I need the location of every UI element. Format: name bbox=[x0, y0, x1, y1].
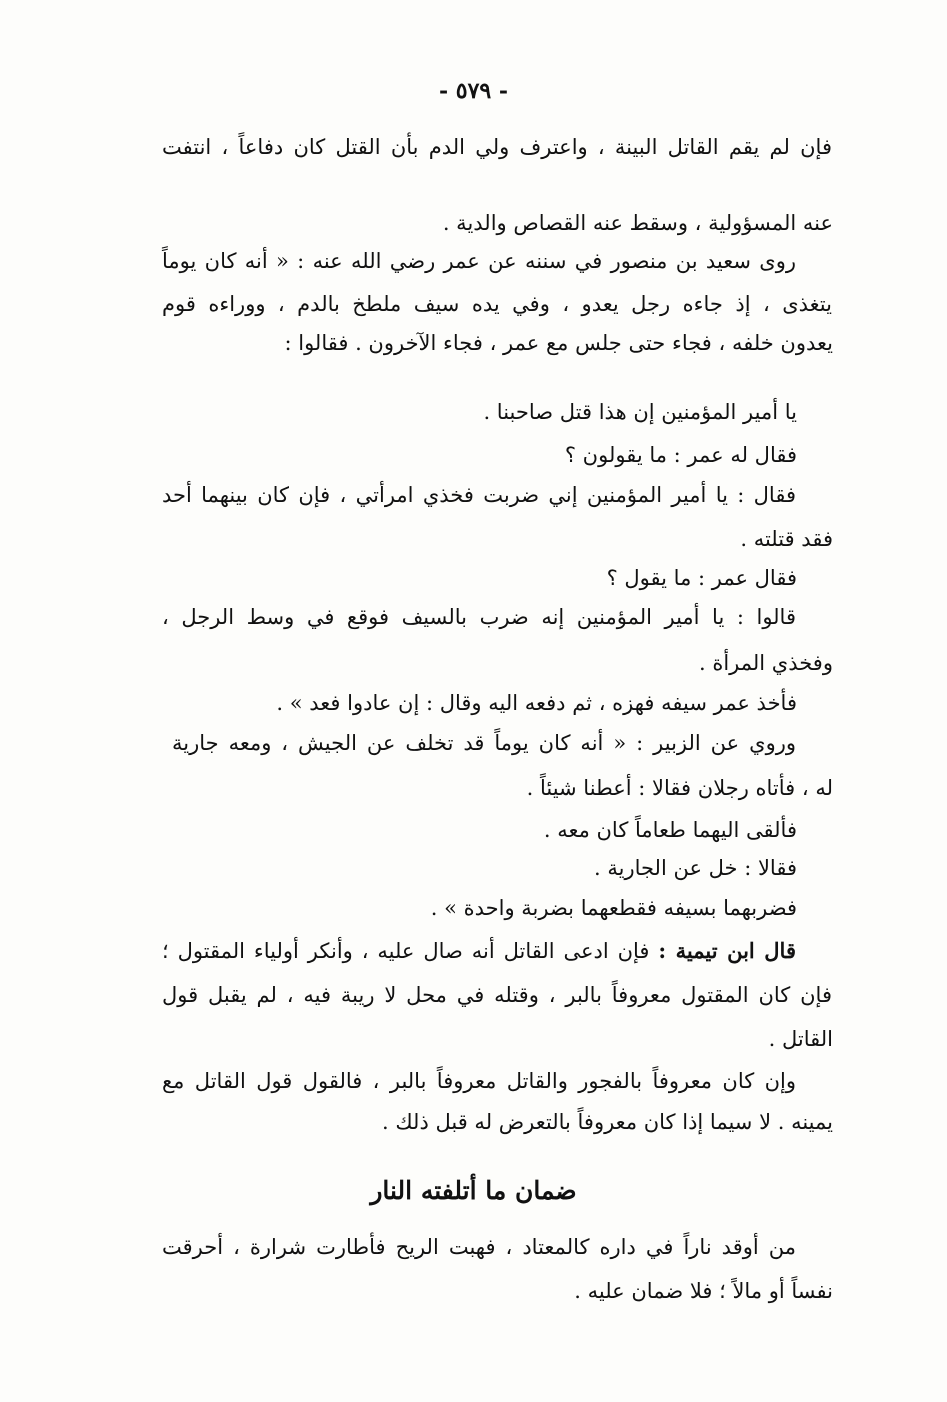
text-line: نفساً أو مالاً ؛ فلا ضمان عليه . bbox=[574, 1279, 833, 1303]
page-number: - ٥٧٩ - bbox=[438, 78, 509, 104]
text-line: من أوقد ناراً في داره كالمعتاد ، فهبت الريح فأطارت شرارة ، أحرقت bbox=[162, 1235, 796, 1259]
text-line: عنه المسؤولية ، وسقط عنه القصاص والدية . bbox=[442, 211, 833, 235]
text-line: فألقى اليهما طعاماً كان معه . bbox=[543, 818, 797, 842]
ibn-taymiyya-label: قال ابن تيمية : bbox=[658, 938, 796, 963]
text-line: وروي عن الزبير : « أنه كان يوماً قد تخلف عن الجيش ، ومعه جارية bbox=[172, 731, 796, 755]
text-line: له ، فأتاه رجلان فقالا : أعطنا شيئاً . bbox=[526, 776, 833, 800]
text-line: فقال : يا أمير المؤمنين إني ضربت فخذي امرأتي ، فإن كان بينهما أحد bbox=[162, 483, 796, 507]
text-line-content: فإن ادعى القاتل أنه صال عليه ، وأنكر أولياء المقتول ؛ bbox=[162, 939, 650, 963]
text-line: يا أمير المؤمنين إن هذا قتل صاحبنا . bbox=[483, 400, 797, 424]
text-line bbox=[162, 936, 796, 966]
text-line: يتغذى ، إذ جاءه رجل يعدو ، وفي يده سيف ملطخ بالدم ، ووراءه قوم bbox=[162, 292, 832, 316]
text-line: فضربهما بسيفه فقطعهما بضربة واحدة » . bbox=[430, 896, 797, 920]
text-line: روى سعيد بن منصور في سننه عن عمر رضي الله عنه : « أنه كان يوماً bbox=[162, 249, 796, 273]
text-line: يعدون خلفه ، فجاء حتى جلس مع عمر ، فجاء الآخرون . فقالوا : bbox=[284, 331, 833, 355]
text-line: وفخذي المرأة . bbox=[698, 651, 833, 675]
text-line: فإن كان المقتول معروفاً بالبر ، وقتله في محل لا ريبة فيه ، لم يقبل قول bbox=[162, 983, 832, 1007]
text-line: فقال له عمر : ما يقولون ؟ bbox=[564, 443, 797, 467]
text-line: يمينه . لا سيما إذا كان معروفاً بالتعرض له قبل ذلك . bbox=[382, 1110, 833, 1134]
text-line: قالوا : يا أمير المؤمنين إنه ضرب بالسيف فوقع في وسط الرجل ، bbox=[162, 605, 796, 629]
text-line: فقالا : خل عن الجارية . bbox=[594, 856, 797, 880]
section-heading: ضمان ما أتلفته النار bbox=[370, 1176, 577, 1205]
text-line: وإن كان معروفاً بالفجور والقاتل معروفاً بالبر ، فالقول قول القاتل مع bbox=[162, 1069, 796, 1093]
text-line: القاتل . bbox=[768, 1027, 833, 1051]
text-line: فأخذ عمر سيفه فهزه ، ثم دفعه اليه وقال : إن عادوا فعد » . bbox=[276, 691, 797, 715]
text-line: فقد قتلته . bbox=[740, 527, 833, 551]
text-line: فقال عمر : ما يقول ؟ bbox=[606, 566, 797, 590]
text-line: فإن لم يقم القاتل البينة ، واعترف ولي الدم بأن القتل كان دفاعاً ، انتفت bbox=[162, 135, 832, 159]
